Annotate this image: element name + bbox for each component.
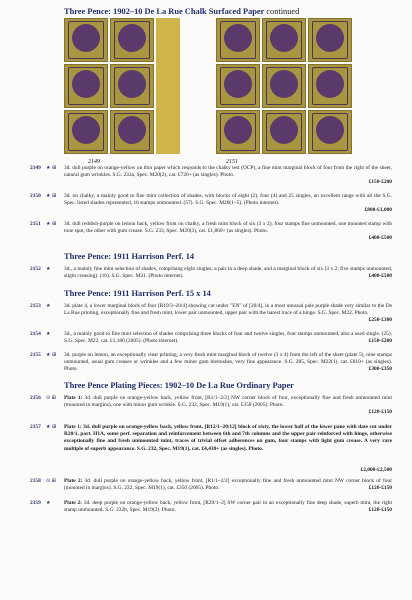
- lot-estimate: £2,000-£2,500: [360, 467, 392, 473]
- lot-number: 2156: [30, 395, 41, 401]
- lot-text: 3d. dull purple on orange-yellow back, yellow front, [R12/1–20/12] block of sixty, the lower half of the lower pane with date cut under R20/1, part. H1A, some perf. separation and reinforcement between 6th and 7th columns and the upper pair reinforced with hinge, otherwise exceptionally fine and fresh unmounted mint, traces of trivial offset adherences on gum, four stamps with light gum crease. A very rare multiple of superb appearance. S.G. 232, Spec. M19(1), cat. £4,430+ (as singles). Photo.: [64, 424, 392, 452]
- lot-text: 3d. dull purple on orange-yellow back, yellow front, [R1/1–2/2] NW corner block of four, exceptionally fine and fresh unmounted mint (mounted in margins), one with minor gum wrinkle. S.G. 232, Spec. M19(1), cat. £350 (2005). Photo.: [64, 395, 392, 409]
- condition-symbols: ★: [46, 331, 51, 337]
- lot-description: 3d., a mainly good to fine mint selection of shades comprising three blocks of four and twelve singles, four stamps unmounted, also a used single. (25). S.G. Spec. M22, cat. £1,180 (2005). (Photo internet).: [64, 331, 392, 345]
- lot-number: 2154: [30, 331, 41, 337]
- lot-estimate: £400-£500: [368, 273, 392, 279]
- lot-estimate: £150-£200: [368, 338, 392, 344]
- plate-label: Plate 2:: [64, 500, 82, 506]
- section-heading: Three Pence: 1911 Harrison Perf. 15 x 14: [64, 289, 211, 298]
- lot-estimate: £120-£150: [368, 485, 392, 491]
- plate-label: Plate 1:: [64, 424, 82, 430]
- condition-symbols: ⊙ ⊞: [46, 478, 56, 484]
- lot-number: 2151: [30, 221, 41, 227]
- lot-estimate: £120-£150: [368, 507, 392, 513]
- lot-number: 2153: [30, 303, 41, 309]
- lot-estimate: £120-£150: [368, 409, 392, 415]
- lot-estimate: £250-£300: [368, 317, 392, 323]
- lot-text: 3d. dull purple on orange-yellow back, yellow front, [R1/1–2/2] exceptionally fine and fresh unmounted mint NW corner block of four (mounted in margins). S.G. 232, Spec. M19(1), cat. £350 (2005). Photo.: [64, 478, 392, 492]
- stamp-photos: [58, 18, 358, 178]
- lot-number: 2149: [30, 165, 41, 171]
- lot-description: 3d. purple on lemon, an exceptionally clear printing, a very fresh mint marginal block of twelve (3 x 4) from the left of the sheet (plate 5), nine stamps unmounted, usual gum creases or wrinkles and a few minor gum blemishes, very fine appearance. S.G. 285, Spec. M22(1), cat. £810+ (as singles). Photo.: [64, 352, 392, 373]
- photo-caption: 2149: [88, 159, 100, 165]
- section-heading: Three Pence: 1911 Harrison Perf. 14: [64, 252, 195, 261]
- lot-description: [64, 478, 392, 492]
- lot-number: 2152: [30, 266, 41, 272]
- lot-estimate: £150-£200: [368, 179, 392, 185]
- lot-description: [64, 424, 392, 453]
- condition-symbols: ⊙ ⊞: [46, 395, 56, 401]
- lot-number: 2150: [30, 193, 41, 199]
- lot-description: 3d. dull purple on orange-yellow on thin paper which responds to the chalky test (OCP), a fine mint marginal block of four from the right of the sheet, natural gum wrinkles. S.G. 232a, Spec. M20(2), cat. £720+ (as singles). Photo.: [64, 165, 392, 179]
- condition-symbols: ★ ⊞: [46, 424, 57, 430]
- lot-description: 3d. plate 4, a lower marginal block of four [R19/3–20/4] showing cut under "EN" of [20/4], in a most unusual pale purple shade very similar to the De La Rue printing, exceptionally fine and fresh mint, lower pair unmounted, upper pair with the barest trace of a hinge. S.G. Spec. M22. Photo.: [64, 303, 392, 317]
- condition-symbols: ★ ⊞: [46, 193, 57, 199]
- lot-number: 2157: [30, 424, 41, 430]
- condition-symbols: ★: [46, 266, 51, 272]
- stamp-block-2151: [216, 18, 358, 158]
- condition-symbols: ★: [46, 303, 51, 309]
- lot-description: [64, 500, 392, 514]
- lot-description: 3d. dull reddish-purple on lemon back, yellow front on chalky, a fresh mint block of six (3 x 2), four stamps fine unmounted, one mounted stamp with tone spot, the other with gum crease. S.G. 233, Spec. M20(3), cat. £1,860+ (as singles). Photo.: [64, 221, 392, 235]
- lot-description: [64, 395, 392, 409]
- lot-estimate: £400-£500: [368, 235, 392, 241]
- lot-description: 3d. on chalky, a mainly good to fine mint collection of shades, with blocks of eight (2), four (4) and 25 singles, an excellent range with all the S.G. Spec. listed shades represented, 16 stamps unmounted. (57). S.G. Spec. M20(1–5). (Photo internet).: [64, 193, 392, 207]
- continued-label: continued: [266, 7, 300, 16]
- lot-description: 3d., a mainly fine mint selection of shades, comprising eight singles, a pair in a deep shade, and a marginal block of six (3 x 2, five stamps unmounted, slight creasing). (16). S.G. Spec. M21. (Photo internet).: [64, 266, 392, 280]
- lot-estimate: £800-£1,000: [364, 207, 392, 213]
- section-heading: Three Pence Plating Pieces: 1902–10 De La Rue Ordinary Paper: [64, 381, 294, 390]
- sheet-margin: [156, 18, 180, 154]
- photo-caption: 2151: [226, 159, 238, 165]
- condition-symbols: ★ ⊞: [46, 221, 57, 227]
- plate-label: Plate 1:: [64, 395, 83, 401]
- lot-number: 2155: [30, 352, 41, 358]
- condition-symbols: ★: [46, 500, 51, 506]
- page-title: [64, 7, 299, 16]
- stamp-block-2149: [64, 18, 190, 158]
- lot-number: 2158: [30, 478, 41, 484]
- condition-symbols: ★ ⊞: [46, 165, 57, 171]
- lot-estimate: £300-£350: [368, 366, 392, 372]
- lot-number: 2159: [30, 500, 41, 506]
- page-title-text: Three Pence: 1902–10 De La Rue Chalk Surfaced Paper: [64, 7, 265, 16]
- condition-symbols: ★ ⊞: [46, 352, 57, 358]
- lot-text: 3d. deep purple on orange-yellow back, yellow front, [R20/1–2] SW corner pair in an exceptionally fine deep shade, superb mint, the right stamp unmounted. S.G. 232b, Spec. M19(2). Photo.: [64, 500, 392, 514]
- plate-label: Plate 2:: [64, 478, 83, 484]
